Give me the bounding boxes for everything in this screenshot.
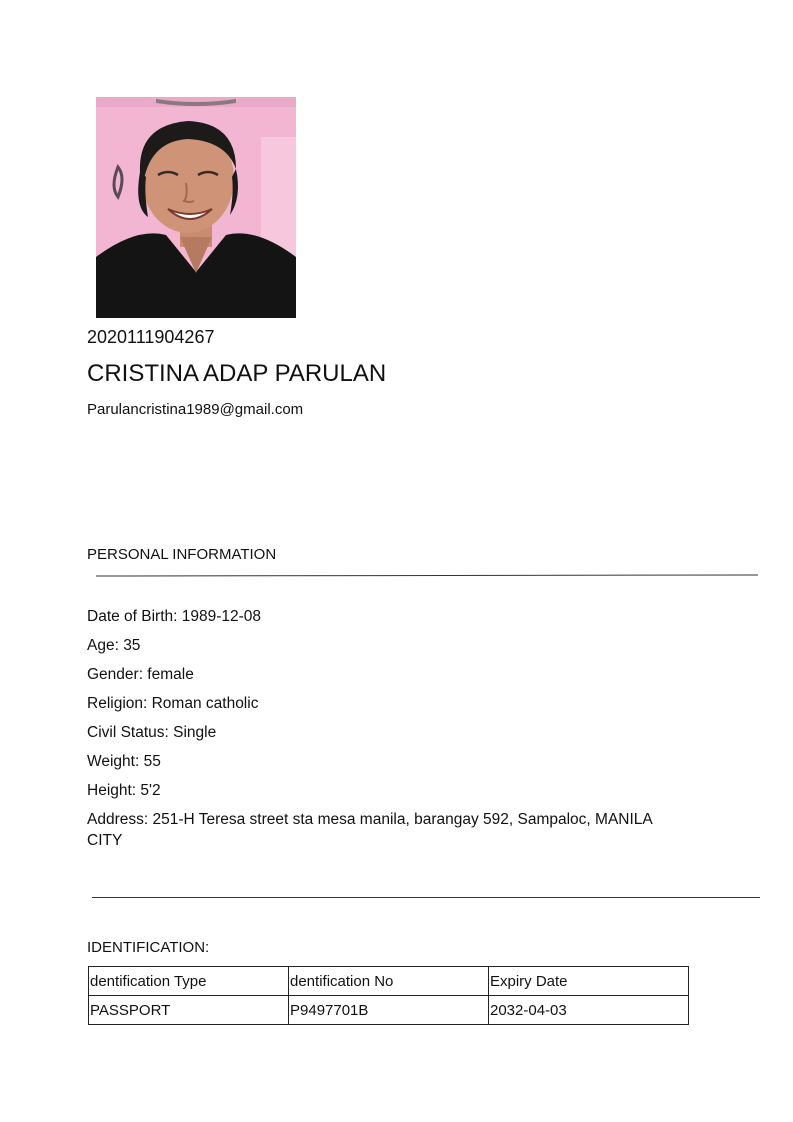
column-header-id-no: dentification No (289, 967, 489, 996)
table-row (89, 996, 689, 1025)
address: Address: 251-H Teresa street sta mesa manila, barangay 592, Sampaloc, MANILA CITY (87, 811, 652, 849)
address-divider (92, 897, 760, 898)
date-of-birth: Date of Birth: 1989-12-08 (87, 608, 262, 625)
personal-info-divider (96, 574, 758, 576)
profile-photo (96, 97, 296, 318)
table-header-row (89, 967, 689, 996)
weight: Weight: 55 (87, 753, 161, 770)
religion: Religion: Roman catholic (87, 695, 259, 712)
profile-photo-illustration (96, 97, 296, 318)
applicant-id: 2020111904267 (87, 327, 215, 347)
civil-status: Civil Status: Single (87, 724, 217, 741)
id-number-cell: P9497701B (289, 996, 489, 1025)
identification-table (88, 966, 689, 1025)
applicant-email: Parulancristina1989@gmail.com (87, 401, 304, 418)
expiry-date-cell: 2032-04-03 (489, 996, 689, 1025)
age: Age: 35 (87, 637, 141, 654)
gender: Gender: female (87, 666, 194, 683)
personal-info-heading: PERSONAL INFORMATION (87, 546, 277, 563)
applicant-name: CRISTINA ADAP PARULAN (87, 360, 387, 387)
id-type-cell: PASSPORT (89, 996, 289, 1025)
column-header-expiry: Expiry Date (489, 967, 689, 996)
height: Height: 5'2 (87, 782, 161, 799)
identification-heading: IDENTIFICATION: (87, 939, 210, 956)
column-header-id-type: dentification Type (89, 967, 289, 996)
